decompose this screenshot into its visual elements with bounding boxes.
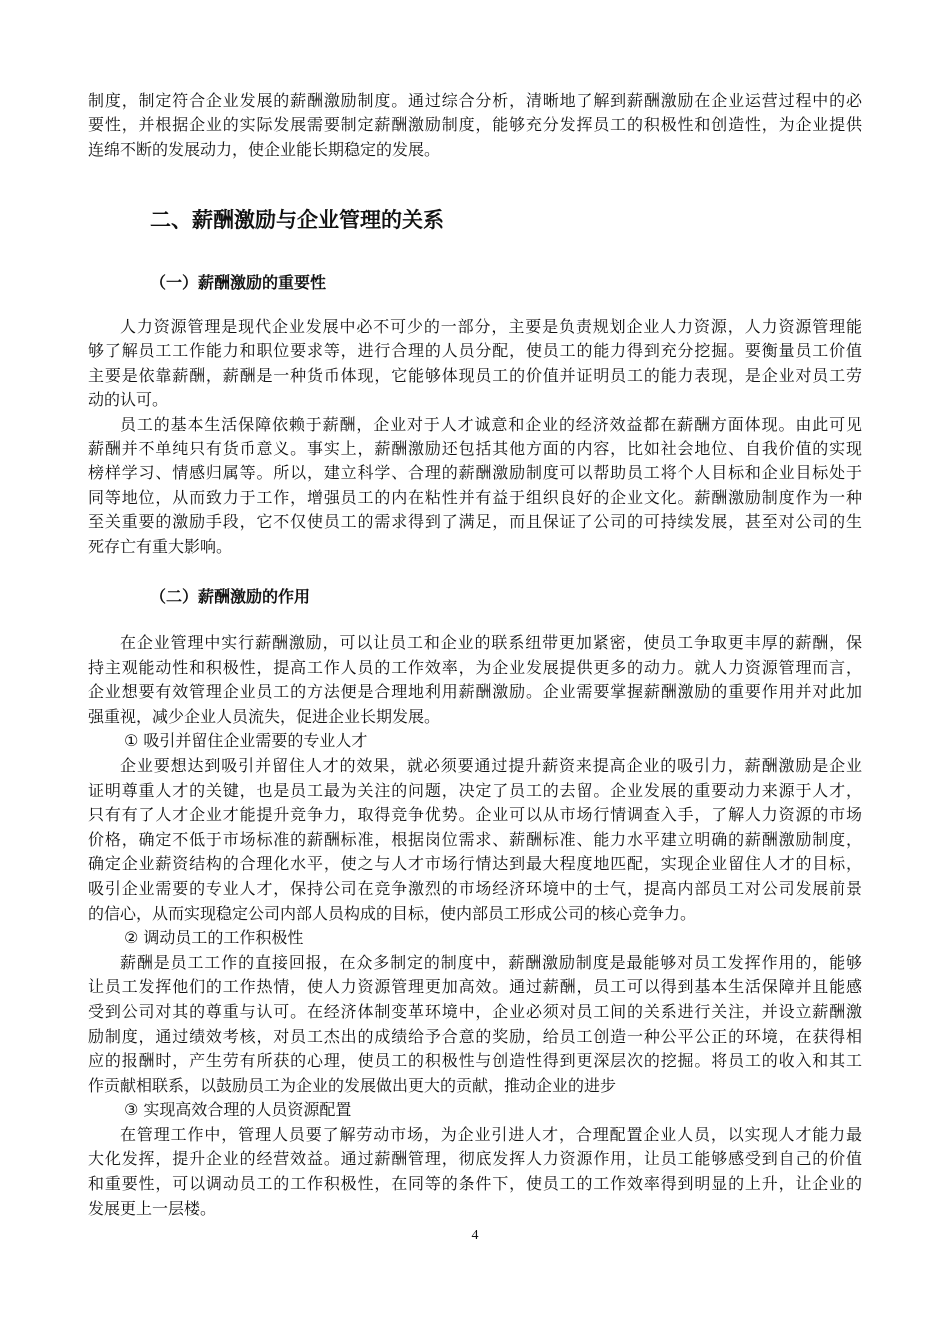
importance-body — [88, 315, 862, 559]
paragraph-line: 连绵不断的发展动力，使企业能长期稳定的发展。 — [88, 139, 441, 159]
paragraph-line: 主要是依靠薪酬，薪酬是一种货币体现，它能够体现员工的价值并证明员工的能力表现，是企业对员工劳 — [88, 365, 862, 385]
paragraph-line: 励制度，通过绩效考核，对员工杰出的成绩给予合意的奖励，给员工创造一种公平公正的环境，在获得相 — [88, 1026, 862, 1046]
role-body — [88, 631, 862, 1221]
paragraph-line: 人力资源管理是现代企业发展中必不可少的一部分，主要是负责规划企业人力资源，人力资源管理能 — [120, 317, 862, 336]
paragraph-line: 和重要性，可以调动员工的工作积极性，在同等的条件下，使员工的工作效率得到明显的上升，让企业的 — [88, 1174, 862, 1194]
paragraph-line: 让员工发挥他们的工作热情，使人力资源管理更加高效。通过薪酬，员工可以得到基本生活保障并且能感 — [88, 977, 862, 997]
paragraph-line: 死存亡有重大影响。 — [88, 536, 233, 556]
paragraph-line: 动的认可。 — [88, 390, 169, 410]
list-item-heading: ③ 实现高效合理的人员资源配置 — [124, 1100, 352, 1120]
paragraph-line: 制度，制定符合企业发展的薪酬激励制度。通过综合分析，清晰地了解到薪酬激励在企业运营过程中的必 — [88, 91, 862, 110]
paragraph-line: 在企业管理中实行薪酬激励，可以让员工和企业的联系纽带更加紧密，使员工争取更丰厚的薪酬，保 — [120, 633, 862, 652]
paragraph-line: 价格，确定不低于市场标准的薪酬标准，根据岗位需求、薪酬标准、能力水平建立明确的薪酬激励制度， — [88, 829, 862, 849]
paragraph-line: 榜样学习、情感归属等。所以，建立科学、合理的薪酬激励制度可以帮助员工将个人目标和企业目标处于 — [88, 463, 862, 483]
paragraph-line: 受到公司对其的尊重与认可。在经济体制变革环境中，企业必须对员工间的关系进行关注，并设立薪酬激 — [88, 1001, 862, 1021]
list-item-heading: ① 吸引并留住企业需要的专业人才 — [124, 731, 368, 751]
section-heading: 二、薪酬激励与企业管理的关系 — [150, 208, 444, 232]
paragraph-line: 大化发挥，提升企业的经营效益。通过薪酬管理，彻底发挥人力资源作用，让员工能够感受到自己的价值 — [88, 1149, 862, 1169]
paragraph-line: 员工的基本生活保障依赖于薪酬，企业对于人才诚意和企业的经济效益都在薪酬方面体现。由此可见 — [120, 414, 862, 434]
paragraph-line: 薪酬并不单纯只有货币意义。事实上，薪酬激励还包括其他方面的内容，比如社会地位、自我价值的实现 — [88, 438, 862, 458]
subsection-heading-importance: （一）薪酬激励的重要性 — [150, 273, 327, 292]
page-number: 4 — [471, 1228, 479, 1243]
paragraph-line: 要性，并根据企业的实际发展需要制定薪酬激励制度，能够充分发挥员工的积极性和创造性，为企业提供 — [88, 115, 862, 135]
paragraph-line: 在管理工作中，管理人员要了解劳动市场，为企业引进人才，合理配置企业人员，以实现人才能力最 — [120, 1124, 862, 1144]
paragraph-line: 的信心，从而实现稳定公司内部人员构成的目标，使内部员工形成公司的核心竞争力。 — [88, 903, 697, 923]
paragraph-line: 同等地位，从而致力于工作，增强员工的内在粘性并有益于组织良好的企业文化。薪酬激励制度作为一种 — [88, 487, 862, 507]
paragraph-line: 确定企业薪资结构的合理化水平，使之与人才市场行情达到最大程度地匹配，实现企业留住人才的目标， — [88, 854, 862, 874]
paragraph-line: 证明尊重人才的关键，也是员工最为关注的问题，决定了员工的去留。企业发展的重要动力来源于人才， — [88, 780, 862, 800]
paragraph-line: 吸引企业需要的专业人才，保持公司在竞争激烈的市场经济环境中的士气，提高内部员工对公司发展前景 — [88, 878, 862, 898]
paragraph-line: 够了解员工工作能力和职位要求等，进行合理的人员分配，使员工的能力得到充分挖掘。要衡量员工价值 — [88, 341, 862, 361]
paragraph-line: 发展更上一层楼。 — [88, 1198, 217, 1218]
intro-text — [88, 89, 862, 162]
paragraph-line: 至关重要的激励手段，它不仅使员工的需求得到了满足，而且保证了公司的可持续发展，甚至对公司的生 — [88, 512, 862, 532]
paragraph-line: 企业要想达到吸引并留住人才的效果，就必须要通过提升薪资来提高企业的吸引力，薪酬激励是企业 — [120, 755, 862, 775]
paragraph-line: 应的报酬时，产生劳有所获的心理，使员工的积极性与创造性得到更深层次的挖掘。将员工的收入和其工 — [88, 1051, 862, 1071]
list-item-heading: ② 调动员工的工作积极性 — [124, 928, 304, 948]
paragraph-line: 持主观能动性和积极性，提高工作人员的工作效率，为企业发展提供更多的动力。就人力资源管理而言， — [88, 657, 862, 677]
subsection-heading-role: （二）薪酬激励的作用 — [150, 587, 311, 606]
paragraph-line: 只有有了人才企业才能提升竞争力，取得竞争优势。企业可以从市场行情调查入手，了解人力资源的市场 — [88, 805, 862, 825]
paragraph-line: 作贡献相联系，以鼓励员工为企业的发展做出更大的贡献，推动企业的进步 — [88, 1075, 617, 1095]
paragraph-line: 企业想要有效管理企业员工的方法便是合理地利用薪酬激励。企业需要掌握薪酬激励的重要作用并对此加 — [88, 682, 862, 702]
paragraph-line: 强重视，减少企业人员流失，促进企业长期发展。 — [88, 706, 441, 726]
paragraph-line: 薪酬是员工工作的直接回报，在众多制定的制度中，薪酬激励制度是最能够对员工发挥作用的，能够 — [120, 952, 862, 972]
